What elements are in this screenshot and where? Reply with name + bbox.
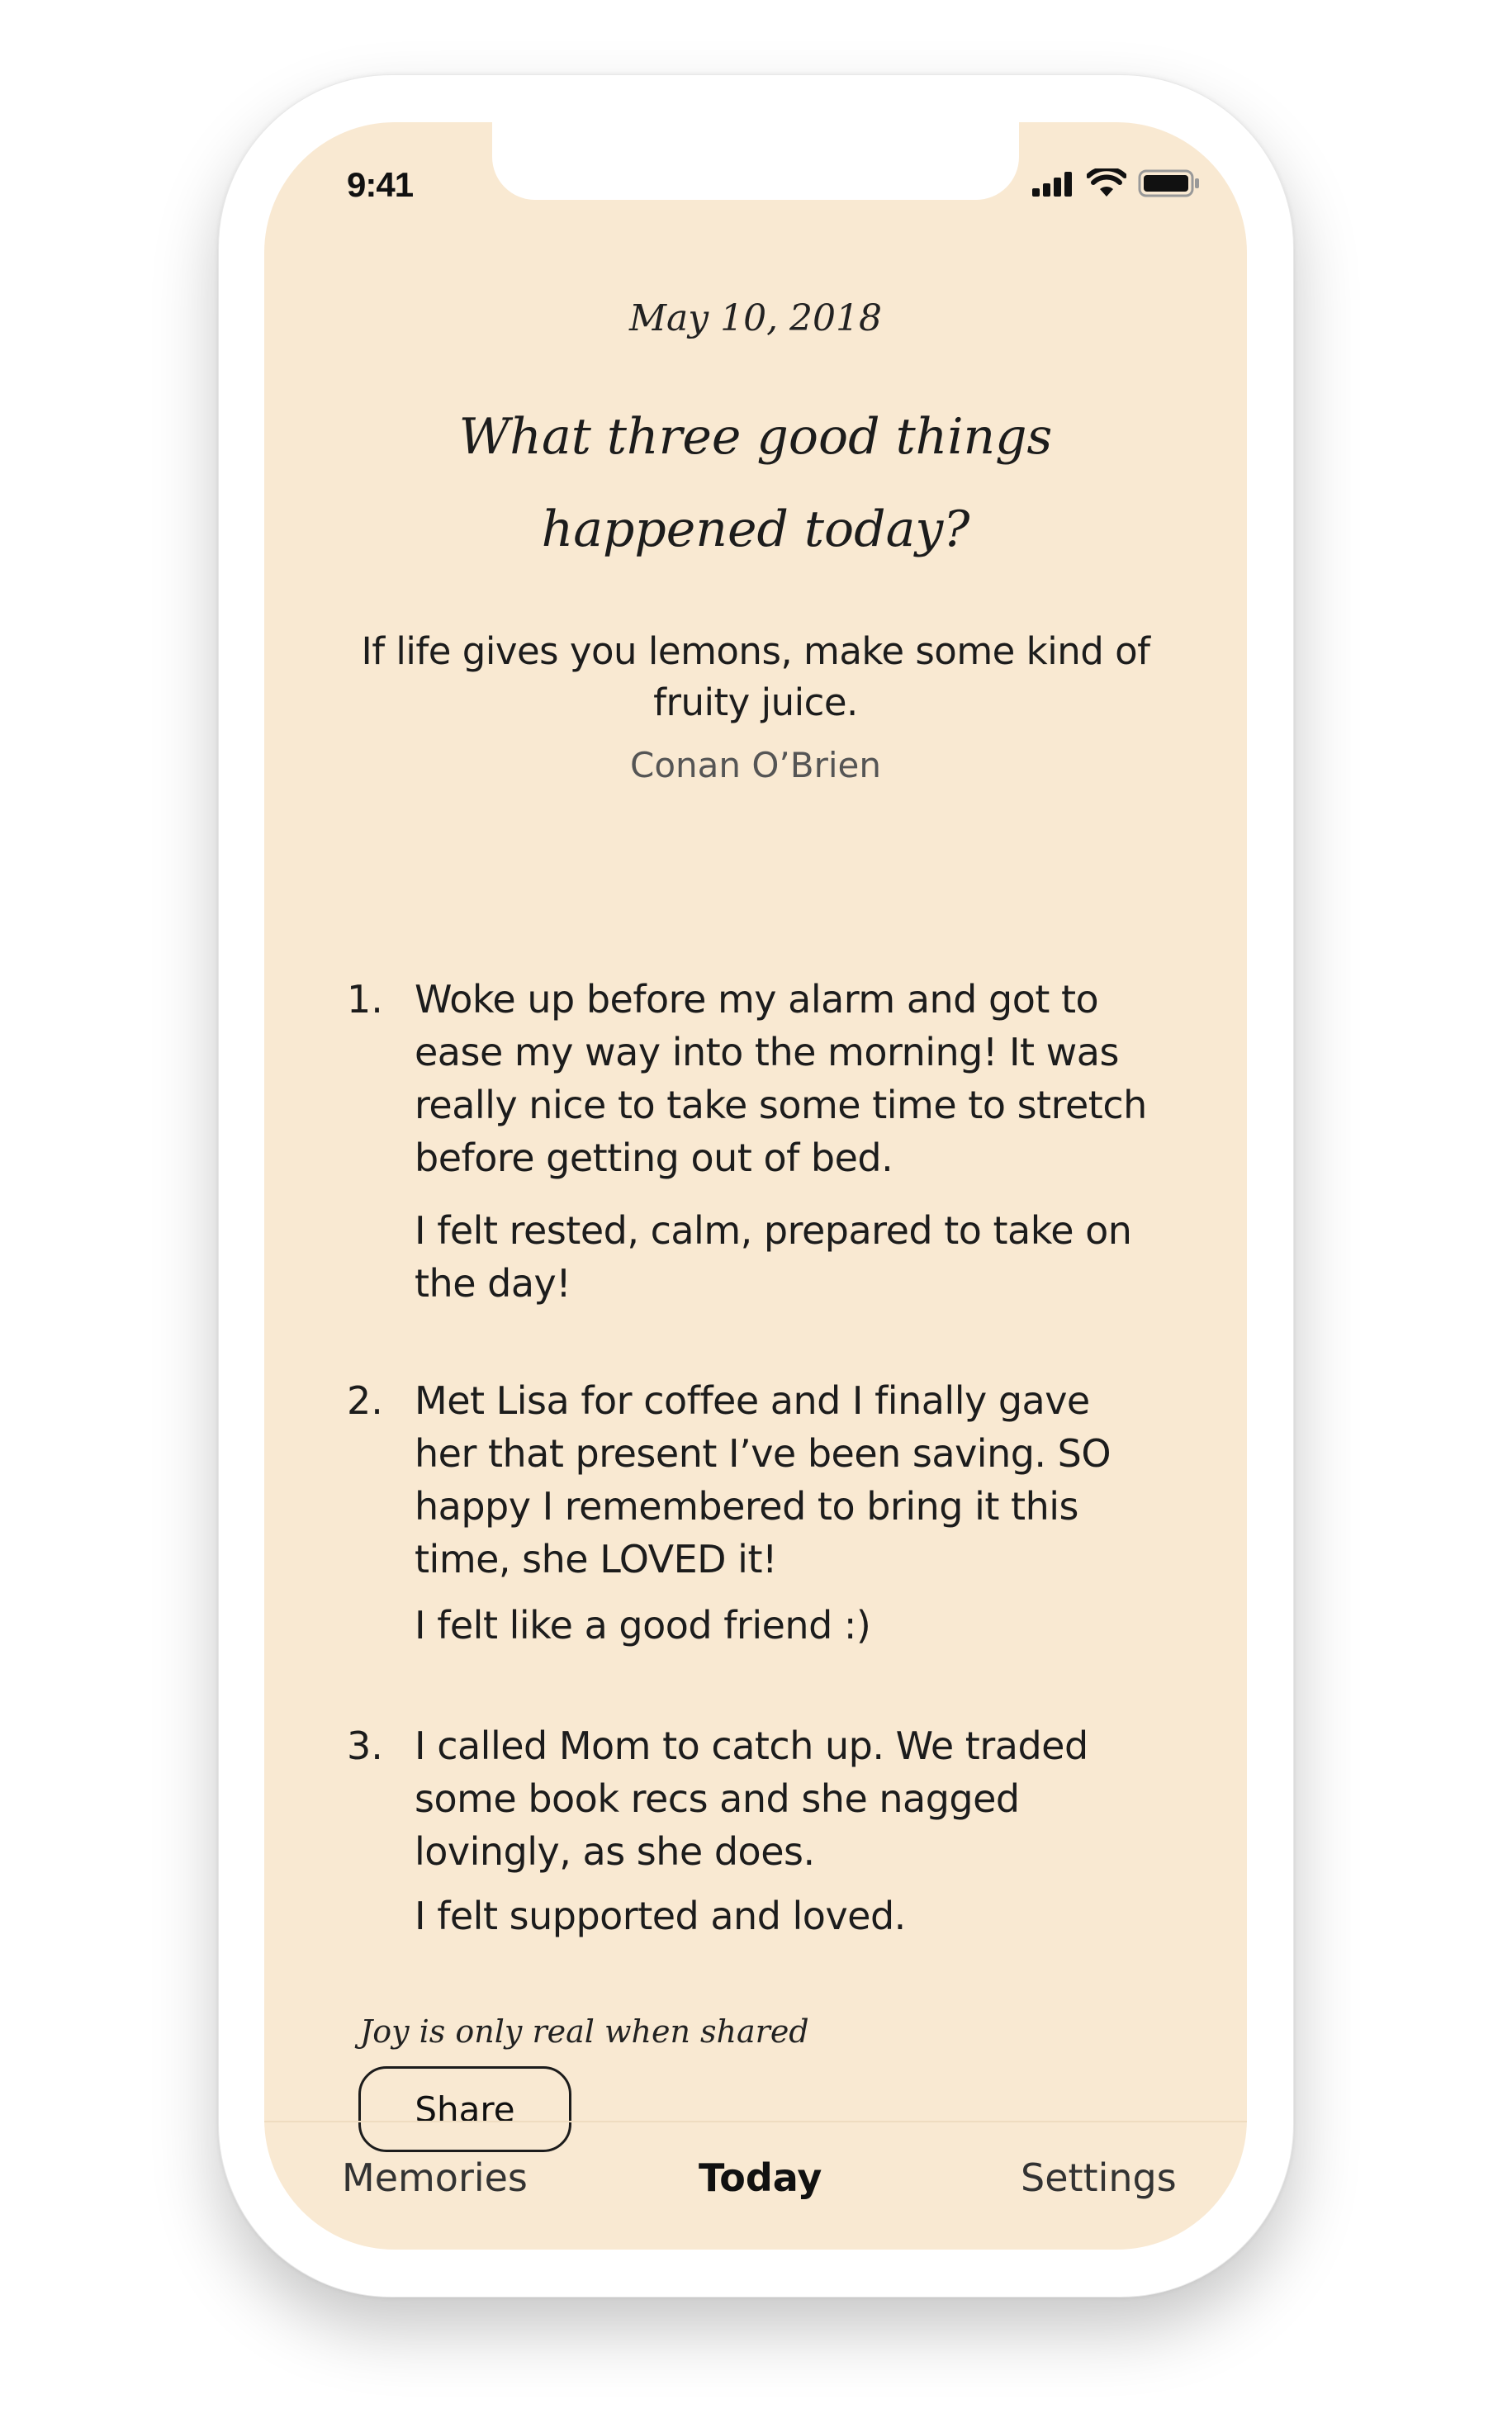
app-screen [264,122,1247,2250]
prompt-title [363,391,1148,576]
daily-quote: If life gives you lemons, make some kind of fruity juice. [361,629,1150,724]
item-number: 2. [347,1378,383,1423]
item-feeling: I felt rested, calm, prepared to take on the day! [415,1208,1132,1306]
tab-memories[interactable]: Memories [342,2155,528,2200]
prompt-line: What three good things [458,408,1053,466]
today-entry [264,122,1247,2130]
item-feeling: I felt supported and loved. [415,1894,906,1938]
tab-bar [264,2121,1247,2250]
prompt-line: happened today? [541,500,970,558]
item-number: 3. [347,1724,383,1768]
share-caption: Joy is only real when shared [360,2013,809,2050]
entry-date: May 10, 2018 [628,297,883,339]
share-button[interactable]: Share [358,2066,571,2152]
tab-today[interactable]: Today [699,2155,822,2200]
item-text: I called Mom to catch up. We traded some book recs and she nagged lovingly, as she does. [415,1724,1088,1874]
status-time: 9:41 [347,165,414,204]
item-text: Met Lisa for coffee and I finally gave her that present I’ve been saving. SO happy I remembered to bring it this time, she LOVED it! [415,1378,1111,1581]
item-feeling: I felt like a good friend :) [415,1603,871,1648]
tab-settings[interactable]: Settings [1021,2155,1177,2200]
item-number: 1. [347,977,383,1022]
item-text: Woke up before my alarm and got to ease my way into the morning! It was really nice to take some time to stretch before getting out of bed. [415,977,1147,1180]
quote-author: Conan O’Brien [630,745,881,785]
